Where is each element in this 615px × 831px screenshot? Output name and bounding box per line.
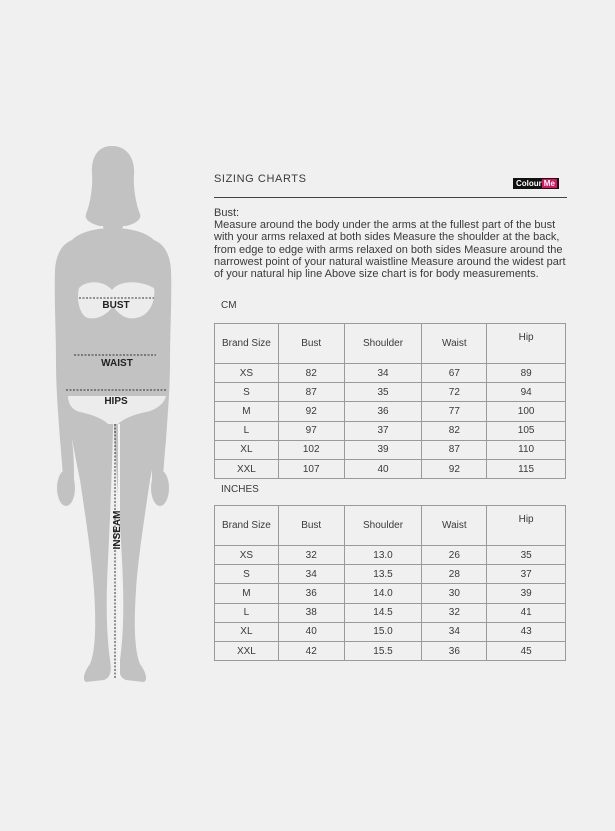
hips-label: HIPS [104,396,128,407]
table-cell: 40 [278,622,344,641]
table-cell: 77 [422,402,487,421]
table-cell: 40 [344,459,422,478]
table-cell: 35 [344,383,422,402]
table-cell: 15.0 [344,622,422,641]
table-cell: 92 [422,459,487,478]
body-silhouette-figure [0,0,200,831]
table-cell: 97 [278,421,344,440]
table-cell: 32 [278,546,344,565]
cm-table-label: CM [221,300,237,311]
table-cell: 92 [278,402,344,421]
table-cell: 36 [422,641,487,660]
column-header-waist: Waist [422,324,487,364]
table-row [215,402,566,421]
table-cell: 30 [422,584,487,603]
table-cell: 82 [422,421,487,440]
cm-size-table [214,323,566,479]
table-cell: 41 [487,603,566,622]
table-cell: 89 [487,364,566,383]
table-cell: 26 [422,546,487,565]
table-row [215,421,566,440]
table-cell: 87 [422,440,487,459]
brand-logo [513,178,559,189]
table-cell: 94 [487,383,566,402]
column-header-bust: Bust [278,324,344,364]
neck-shape [103,200,123,230]
table-cell: 38 [278,603,344,622]
table-cell: 13.5 [344,565,422,584]
table-cell: 34 [422,622,487,641]
column-header-shoulder: Shoulder [344,506,422,546]
table-row [215,584,566,603]
table-cell: 36 [278,584,344,603]
table-cell: S [215,565,279,584]
table-cell: 34 [344,364,422,383]
column-header-brand-size: Brand Size [215,506,279,546]
table-cell: L [215,421,279,440]
table-cell: 100 [487,402,566,421]
table-cell: 87 [278,383,344,402]
table-cell: 34 [278,565,344,584]
table-header-row [215,324,566,364]
left-hand-shape [57,470,75,506]
table-cell: 28 [422,565,487,584]
table-cell: 102 [278,440,344,459]
table-row [215,622,566,641]
table-cell: 72 [422,383,487,402]
table-row [215,546,566,565]
table-cell: 105 [487,421,566,440]
table-cell: S [215,383,279,402]
table-row [215,459,566,478]
table-row [215,603,566,622]
left-leg-shape [66,396,113,682]
table-cell: 107 [278,459,344,478]
table-cell: 67 [422,364,487,383]
table-cell: 13.0 [344,546,422,565]
inches-size-table [214,505,566,661]
instructions-body: Measure around the body under the arms at the fullest part of the bust with your arms relaxed at both sides Measure the shoulder at the back, from edge to edge with arms relaxed on both sides Measure around the narrowest point of your natural waistline Measure around the widest part of your natural hip line Above size chart is for body measurements. [214,219,566,281]
column-header-bust: Bust [278,506,344,546]
column-header-brand-size: Brand Size [215,324,279,364]
table-cell: 37 [487,565,566,584]
page-title: SIZING CHARTS [214,173,307,185]
column-header-hip: Hip [487,506,566,546]
instructions-heading: Bust: [214,207,240,219]
table-cell: M [215,584,279,603]
table-cell: 32 [422,603,487,622]
table-cell: 14.5 [344,603,422,622]
measurement-instructions [214,207,574,280]
table-cell: L [215,603,279,622]
table-cell: 42 [278,641,344,660]
table-cell: 39 [344,440,422,459]
table-cell: 43 [487,622,566,641]
table-cell: XXL [215,459,279,478]
table-cell: 15.5 [344,641,422,660]
table-row [215,641,566,660]
column-header-hip: Hip [487,324,566,364]
table-cell: 110 [487,440,566,459]
table-cell: XXL [215,641,279,660]
table-cell: XS [215,364,279,383]
table-row [215,565,566,584]
table-cell: 82 [278,364,344,383]
table-row [215,383,566,402]
column-header-waist: Waist [422,506,487,546]
table-cell: 37 [344,421,422,440]
table-row [215,364,566,383]
column-header-shoulder: Shoulder [344,324,422,364]
right-hand-shape [151,470,169,506]
logo-text-colour: Colour [516,179,542,188]
inseam-label: INSEAM [112,510,123,550]
table-cell: XS [215,546,279,565]
table-cell: 36 [344,402,422,421]
table-header-row [215,506,566,546]
inches-table-label: INCHES [221,484,259,495]
table-cell: M [215,402,279,421]
table-cell: 45 [487,641,566,660]
logo-text-me: Me [543,179,555,188]
table-row [215,440,566,459]
bust-label: BUST [102,300,130,311]
title-divider [214,197,567,198]
table-cell: 14.0 [344,584,422,603]
waist-label: WAIST [101,358,133,369]
table-cell: 35 [487,546,566,565]
table-cell: 39 [487,584,566,603]
table-cell: XL [215,440,279,459]
table-cell: XL [215,622,279,641]
table-cell: 115 [487,459,566,478]
